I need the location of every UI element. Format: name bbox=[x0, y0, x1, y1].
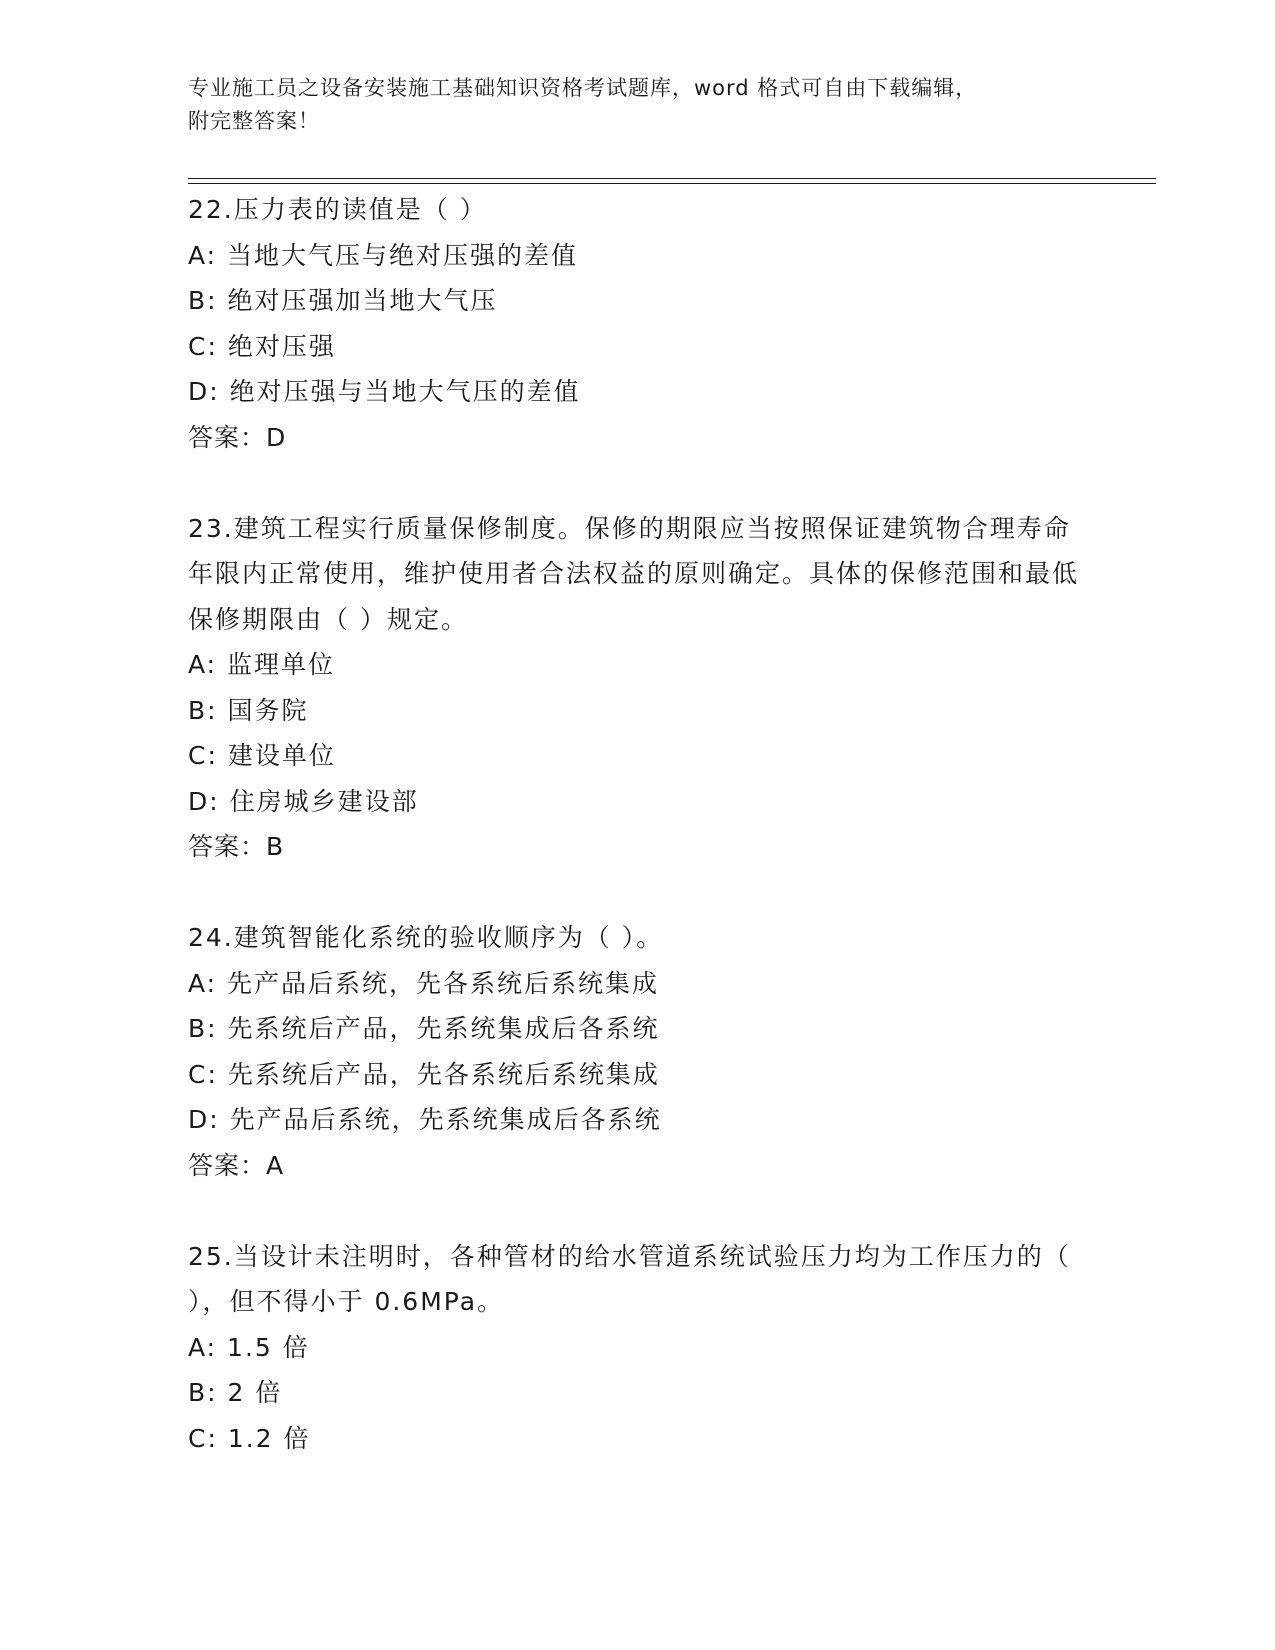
answer-line: 答案：D bbox=[188, 422, 287, 452]
question-stem: 24.建筑智能化系统的验收顺序为（ ）。 bbox=[188, 923, 664, 952]
header-line-1: 专业施工员之设备安装施工基础知识资格考试题库，word 格式可自由下载编辑， bbox=[188, 76, 978, 100]
option-b: B: 2 倍 bbox=[188, 1378, 283, 1407]
option-b: B: 绝对压强加当地大气压 bbox=[188, 286, 498, 315]
question-stem: 23.建筑工程实行质量保修制度。保修的期限应当按照保证建筑物合理寿命年限内正常使用，维护使用者合法权益的原则确定。具体的保修范围和最低保修期限由（ ）规定。 bbox=[188, 513, 1080, 634]
option-a: A: 1.5 倍 bbox=[188, 1332, 310, 1362]
option-b: B: 国务院 bbox=[188, 695, 309, 725]
answer-line: 答案：A bbox=[188, 1150, 285, 1180]
question-23 bbox=[188, 506, 1088, 870]
header-line-2: 附完整答案！ bbox=[188, 109, 320, 133]
answer-line: 答案：B bbox=[188, 832, 285, 861]
option-a: A: 当地大气压与绝对压强的差值 bbox=[188, 240, 579, 270]
option-c: C: 建设单位 bbox=[188, 741, 336, 770]
option-d: D: 绝对压强与当地大气压的差值 bbox=[188, 377, 581, 406]
question-24 bbox=[188, 915, 1088, 1188]
question-25 bbox=[188, 1234, 1088, 1462]
document-header bbox=[188, 72, 1068, 138]
question-22 bbox=[188, 187, 1088, 460]
option-c: C: 1.2 倍 bbox=[188, 1423, 311, 1453]
option-a: A: 监理单位 bbox=[188, 650, 336, 679]
question-stem: 22.压力表的读值是（ ） bbox=[188, 195, 487, 224]
option-d: D: 住房城乡建设部 bbox=[188, 786, 419, 816]
header-divider-top bbox=[188, 178, 1156, 179]
option-b: B: 先系统后产品，先系统集成后各系统 bbox=[188, 1014, 660, 1043]
option-a: A: 先产品后系统，先各系统后系统集成 bbox=[188, 968, 660, 998]
option-d: D: 先产品后系统，先系统集成后各系统 bbox=[188, 1105, 662, 1134]
question-list bbox=[188, 187, 1088, 1507]
option-c: C: 先系统后产品，先各系统后系统集成 bbox=[188, 1059, 660, 1089]
option-c: C: 绝对压强 bbox=[188, 331, 336, 361]
question-stem: 25.当设计未注明时，各种管材的给水管道系统试验压力均为工作压力的（ ），但不得小于 0.6MPa。 bbox=[188, 1241, 1071, 1316]
header-divider-bottom bbox=[188, 183, 1156, 184]
